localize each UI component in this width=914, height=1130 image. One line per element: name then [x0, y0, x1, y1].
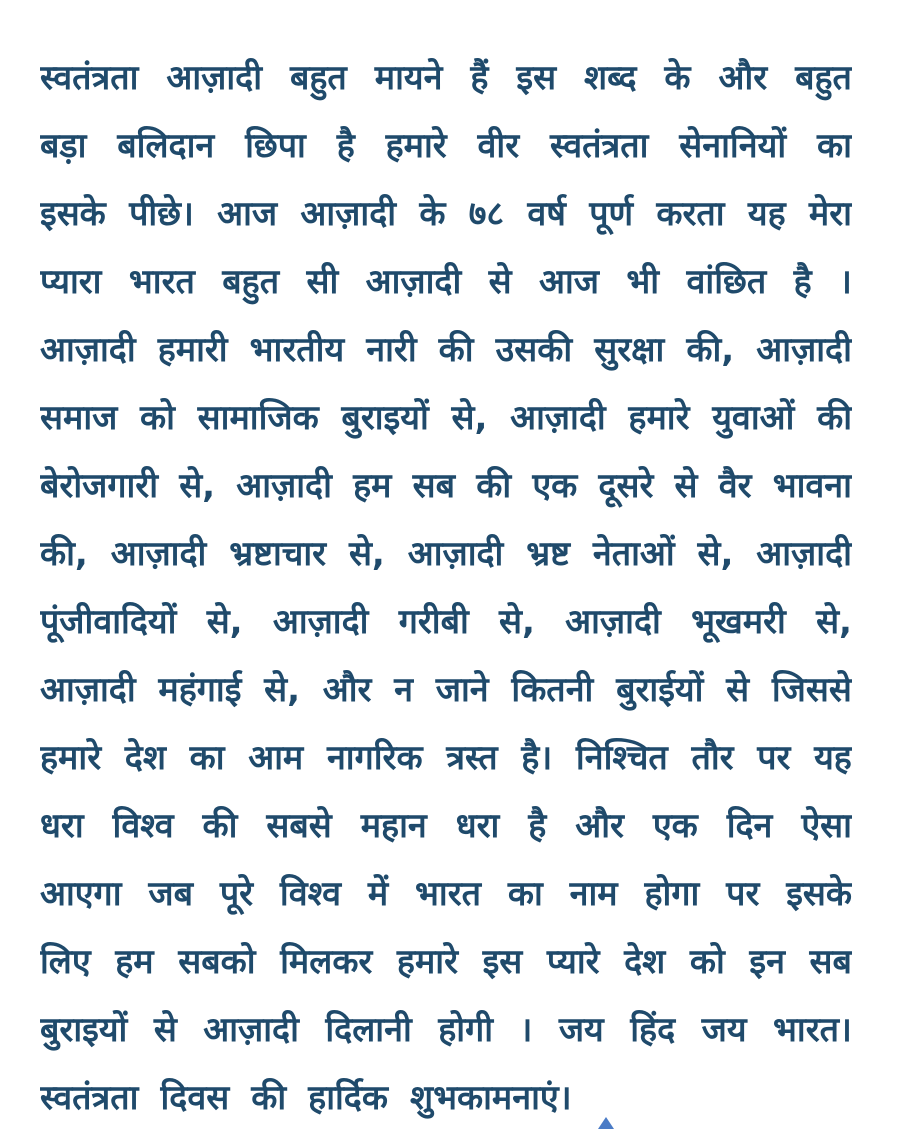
word: इस [482, 942, 523, 982]
word: जब [148, 874, 193, 914]
word: से, [179, 466, 216, 506]
word: सबसे [266, 806, 332, 846]
word: पर [726, 874, 760, 914]
word: जिससे [771, 670, 852, 710]
word: विश्व [279, 874, 341, 914]
word: महंगाई [158, 670, 242, 710]
word: महान [360, 806, 427, 846]
word: पीछे। [129, 194, 194, 234]
word: तौर [691, 738, 734, 778]
word: हमारे [385, 126, 447, 166]
word: जाने [435, 670, 489, 710]
word: से [153, 1010, 177, 1050]
word: इसके [786, 874, 852, 914]
word: आज़ादी [203, 1010, 299, 1050]
word: प्यारा [40, 262, 102, 302]
word: में [367, 874, 389, 914]
word: का [507, 874, 543, 914]
word: भारत [128, 262, 195, 302]
word: हम [115, 942, 154, 982]
word: हैं [470, 58, 489, 98]
text-line [40, 450, 852, 518]
word: विश्व [112, 806, 174, 846]
word: भारत [415, 874, 482, 914]
word: की [817, 398, 852, 438]
word: जय [558, 1010, 604, 1050]
word: स्वतंत्रता [549, 126, 649, 166]
word: आज़ादी [40, 330, 136, 370]
word: को [140, 398, 175, 438]
text-line [40, 110, 852, 178]
word: की [438, 330, 474, 370]
word: की, [686, 330, 735, 370]
word: पूरे [219, 874, 254, 914]
word: की [476, 466, 512, 506]
word: भ्रष्ट [526, 534, 570, 574]
word: । [839, 262, 852, 302]
text-line [40, 926, 852, 994]
word: ऐसा [801, 806, 852, 846]
word: इस [516, 58, 557, 98]
word: नाम [569, 874, 618, 914]
text-line [40, 654, 852, 722]
word: से, [816, 602, 852, 642]
word: है [793, 262, 812, 302]
word: आज़ादी [300, 194, 397, 234]
word: दूसरे [598, 466, 654, 506]
word: सामाजिक [197, 398, 319, 438]
text-line [40, 518, 852, 586]
word: लिए [40, 942, 91, 982]
word: भ्रष्टाचार [229, 534, 327, 574]
word: का [816, 126, 852, 166]
word: त्रस्त [446, 738, 498, 778]
word: आज़ादी [510, 398, 606, 438]
word: पूर्ण [589, 194, 634, 234]
word: नेताओं [592, 534, 675, 574]
word: पर [757, 738, 791, 778]
word: मेरा [808, 194, 852, 234]
word: हमारे [40, 738, 102, 778]
word: आज़ादी [756, 330, 852, 370]
word: ७८ [468, 194, 505, 234]
word: वैर [718, 466, 752, 506]
word: बलिदान [117, 126, 215, 166]
word: बड़ा [40, 126, 87, 166]
word: भी [626, 262, 660, 302]
word: छिपा [245, 126, 306, 166]
word: हिंद [630, 1010, 676, 1050]
word: से, [451, 398, 488, 438]
caret-up-icon [598, 1117, 614, 1129]
text-line [40, 722, 852, 790]
word: कितनी [511, 670, 594, 710]
word: इसके [40, 194, 106, 234]
word: की [251, 1078, 287, 1118]
word: बुराइयों [40, 1010, 128, 1050]
word: पूंजीवादियों [40, 602, 177, 642]
word: भावना [772, 466, 852, 506]
paragraph [40, 42, 852, 1130]
word: है। [521, 738, 553, 778]
word: आज़ादी [756, 534, 852, 574]
word: और [718, 58, 768, 98]
text-line [40, 790, 852, 858]
word: वीर [477, 126, 520, 166]
word: को [689, 942, 725, 982]
text-line [40, 246, 852, 314]
word: बहुत [795, 58, 852, 98]
word: से, [499, 602, 535, 642]
word: न [394, 670, 414, 710]
word: सबको [178, 942, 256, 982]
word: स्वतंत्रता [40, 58, 139, 98]
word: नागरिक [326, 738, 423, 778]
word: एक [652, 806, 698, 846]
word: नारी [366, 330, 417, 370]
word: यह [747, 194, 786, 234]
word: से, [264, 670, 301, 710]
word: मिलकर [280, 942, 373, 982]
word: और [575, 806, 624, 846]
word: स्वतंत्रता [40, 1078, 139, 1118]
word: दिन [726, 806, 773, 846]
word: आम [248, 738, 304, 778]
word: हमारे [628, 398, 690, 438]
word: बेरोजगारी [40, 466, 159, 506]
word: है [528, 806, 547, 846]
word: भारत। [773, 1010, 852, 1050]
word: करता [656, 194, 725, 234]
word: युवाओं [712, 398, 795, 438]
text-line [40, 382, 852, 450]
word: से, [697, 534, 734, 574]
word: से [726, 670, 750, 710]
word: से, [348, 534, 385, 574]
text-line [40, 1062, 852, 1130]
word: से [674, 466, 698, 506]
word: सी [306, 262, 339, 302]
word: आज [539, 262, 600, 302]
word: धरा [40, 806, 84, 846]
word: आज़ादी [365, 262, 462, 302]
word: देश [624, 942, 666, 982]
word: आज [217, 194, 278, 234]
word: गरीबी [398, 602, 469, 642]
text-line [40, 858, 852, 926]
word: हार्दिक [308, 1078, 388, 1118]
word: होगी [438, 1010, 494, 1050]
word: हमारी [157, 330, 228, 370]
word: हमारे [396, 942, 459, 982]
word: बुराईयों [616, 670, 704, 710]
word: भारतीय [249, 330, 345, 370]
text-line [40, 314, 852, 382]
text-line [40, 42, 852, 110]
word: आज़ादी [407, 534, 504, 574]
word: आज़ादी [110, 534, 207, 574]
text-line [40, 178, 852, 246]
word: से [488, 262, 512, 302]
word: एक [532, 466, 578, 506]
word: देश [124, 738, 166, 778]
word: सब [412, 466, 456, 506]
word: आज़ादी [40, 670, 136, 710]
word: यह [814, 738, 852, 778]
word: इन [749, 942, 785, 982]
word: बुराइयों [341, 398, 429, 438]
word: समाज [40, 398, 118, 438]
word: आज़ादी [166, 58, 263, 98]
word: आएगा [40, 874, 122, 914]
word: जय [701, 1010, 747, 1050]
word: बहुत [289, 58, 347, 98]
text-line [40, 586, 852, 654]
word: से, [206, 602, 243, 642]
word: निश्चित [575, 738, 668, 778]
word: हम [353, 466, 392, 506]
word: आज़ादी [272, 602, 369, 642]
word: दिवस [160, 1078, 230, 1118]
word: की [202, 806, 238, 846]
word: की, [40, 534, 88, 574]
word: । [519, 1010, 533, 1050]
word: के [664, 58, 691, 98]
word: शुभकामनाएं। [409, 1078, 572, 1118]
word: भूखमरी [691, 602, 786, 642]
word: सब [809, 942, 852, 982]
word: मायने [374, 58, 443, 98]
word: सेनानियों [679, 126, 787, 166]
word: उसकी [495, 330, 573, 370]
word: शब्द [584, 58, 637, 98]
word: के [419, 194, 446, 234]
word: होगा [644, 874, 700, 914]
text-line [40, 994, 852, 1062]
word: है [336, 126, 355, 166]
word: आज़ादी [565, 602, 661, 642]
word: धरा [455, 806, 500, 846]
word: सुरक्षा [594, 330, 665, 370]
word: आज़ादी [236, 466, 332, 506]
word: वांछित [686, 262, 767, 302]
word: वर्ष [527, 194, 566, 234]
word: और [322, 670, 372, 710]
word: दिलानी [325, 1010, 412, 1050]
word: का [189, 738, 225, 778]
word: प्यारे [546, 942, 600, 982]
word: बहुत [222, 262, 280, 302]
